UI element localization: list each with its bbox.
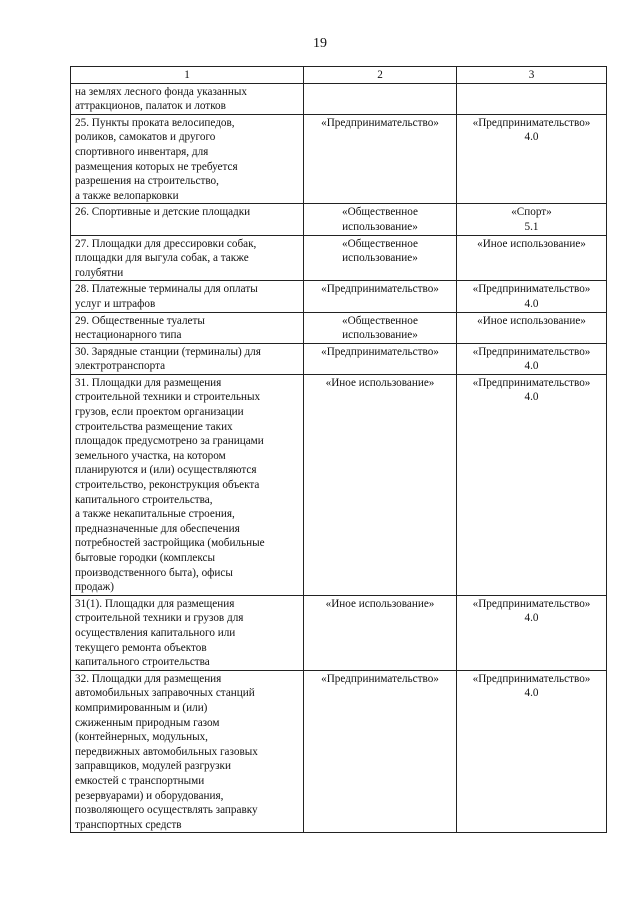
usage-code-cell (457, 83, 607, 114)
object-name-cell: 32. Площадки для размещения автомобильных заправочных станций компримированным и (или) сжиженным природным газом (контейнерных, модульных, передвижных автомобильных газовых заправщиков, модулей разгрузки емкостей с транспортными резервуарами) и оборудования, позволяющего осуществлять заправку транспортных средств (71, 670, 304, 833)
object-name-cell: 29. Общественные туалеты нестационарного типа (71, 312, 304, 343)
table-row (71, 670, 607, 833)
usage-type-cell (304, 83, 457, 114)
table-row (71, 312, 607, 343)
usage-type-cell: «Иное использование» (304, 374, 457, 595)
table-row (71, 114, 607, 204)
usage-type-cell: «Общественное использование» (304, 235, 457, 281)
usage-code-cell: «Предпринимательство» 4.0 (457, 670, 607, 833)
object-name-cell: 31(1). Площадки для размещения строительной техники и грузов для осуществления капитального или текущего ремонта объектов капитального строительства (71, 595, 304, 670)
object-name-cell: на землях лесного фонда указанных аттракционов, палаток и лотков (71, 83, 304, 114)
usage-type-cell: «Общественное использование» (304, 204, 457, 235)
table-row (71, 343, 607, 374)
header-col-2: 2 (304, 67, 457, 84)
usage-type-cell: «Предпринимательство» (304, 281, 457, 312)
table-row (71, 595, 607, 670)
usage-code-cell: «Иное использование» (457, 312, 607, 343)
header-col-1: 1 (71, 67, 304, 84)
table-row (71, 235, 607, 281)
header-row (71, 67, 607, 84)
usage-type-cell: «Предпринимательство» (304, 670, 457, 833)
page-number: 19 (313, 36, 327, 51)
object-name-cell: 30. Зарядные станции (терминалы) для электротранспорта (71, 343, 304, 374)
object-name-cell: 26. Спортивные и детские площадки (71, 204, 304, 235)
object-name-cell: 25. Пункты проката велосипедов, роликов, самокатов и другого спортивного инвентаря, для размещения которых не требуется разрешения на строительство, а также велопарковки (71, 114, 304, 204)
usage-type-cell: «Предпринимательство» (304, 114, 457, 204)
usage-code-cell: «Предпринимательство» 4.0 (457, 343, 607, 374)
land-use-table (70, 66, 607, 833)
usage-code-cell: «Предпринимательство» 4.0 (457, 374, 607, 595)
usage-code-cell: «Иное использование» (457, 235, 607, 281)
usage-code-cell: «Спорт» 5.1 (457, 204, 607, 235)
object-name-cell: 28. Платежные терминалы для оплаты услуг и штрафов (71, 281, 304, 312)
usage-type-cell: «Общественное использование» (304, 312, 457, 343)
usage-code-cell: «Предпринимательство» 4.0 (457, 595, 607, 670)
usage-code-cell: «Предпринимательство» 4.0 (457, 281, 607, 312)
object-name-cell: 27. Площадки для дрессировки собак, площадки для выгула собак, а также голубятни (71, 235, 304, 281)
table-row (71, 374, 607, 595)
header-col-3: 3 (457, 67, 607, 84)
usage-type-cell: «Иное использование» (304, 595, 457, 670)
table-row (71, 281, 607, 312)
table-row (71, 204, 607, 235)
object-name-cell: 31. Площадки для размещения строительной техники и строительных грузов, если проектом организации строительства размещение таких площадок предусмотрено за границами земельного участка, на котором планируются и (или) осуществляются строительство, реконструкция объекта капитального строительства, а также некапитальные строения, предназначенные для обеспечения потребностей застройщика (мобильные бытовые городки (комплексы производственного быта), офисы продаж) (71, 374, 304, 595)
table-row (71, 83, 607, 114)
usage-type-cell: «Предпринимательство» (304, 343, 457, 374)
usage-code-cell: «Предпринимательство» 4.0 (457, 114, 607, 204)
